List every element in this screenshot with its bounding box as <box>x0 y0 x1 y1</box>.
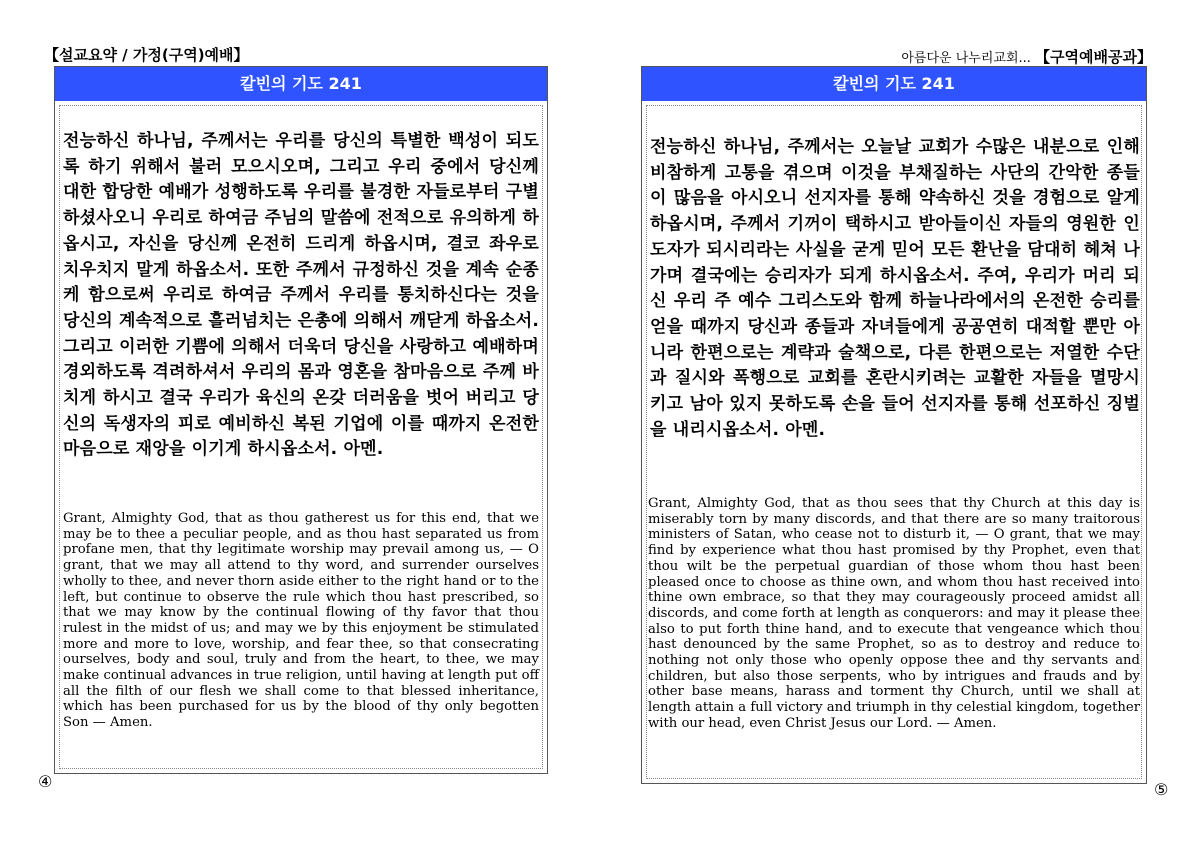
right-page <box>641 66 1147 784</box>
right-korean-prayer: 전능하신 하나님, 주께서는 오늘날 교회가 수많은 내분으로 인해 비참하게 고통을 겪으며 이것을 부채질하는 사단의 간악한 종들이 많음을 아시오니 선지자를 통해 약속하신 것을 경험으로 알게 하옵시며, 주께서 기꺼이 택하시고 받아들이신 자들의 영원한 인도자가 되시리라는 사실을 굳게 믿어 모든 환난을 담대히 헤쳐 나가며 결국에는 승리자가 되게 하시옵소서. 주여, 우리가 머리 되신 우리 주 예수 그리스도와 함께 하늘나라에서의 온전한 승리를 얻을 때까지 당신과 종들과 자녀들에게 공공연히 대적할 뿐만 아니라 한편으로는 계략과 술책으로, 다른 한편으로는 저열한 수단과 질시와 폭행으로 교회를 혼란시키려는 교활한 자들을 멸망시키고 남아 있지 못하도록 손을 들어 선지자를 통해 선포하신 징벌을 내리시옵소서. 아멘. <box>650 137 1140 440</box>
header-right <box>901 46 1152 67</box>
right-page-number: ⑤ <box>1154 780 1169 799</box>
left-korean-prayer: 전능하신 하나님, 주께서는 우리를 당신의 특별한 백성이 되도록 하기 위해서 불러 모으시오며, 그리고 우리 중에서 당신께 대한 합당한 예배가 성행하도록 우리를 불경한 자들로부터 구별하셨사오니 우리로 하여금 주님의 말씀에 전적으로 유의하게 하옵시고, 자신을 당신께 온전히 드리게 하옵시며, 결코 좌우로 치우치지 말게 하옵소서. 또한 주께서 규정하신 것을 계속 순종케 함으로써 우리로 하여금 주께서 우리를 통치하신다는 것을 당신의 계속적으로 흘러넘치는 은총에 의해서 깨닫게 하옵소서. 그리고 이러한 기쁨에 의해서 더욱더 당신을 사랑하고 예배하며 경외하도록 격려하셔서 우리의 몸과 영혼을 참마음으로 주께 바치게 하시고 결국 우리가 육신의 온갖 더러움을 벗어 버리고 당신의 독생자의 피로 예비하신 복된 기업에 이를 때까지 온전한 마음으로 재앙을 이기게 하시옵소서. 아멘. <box>63 131 539 460</box>
left-page-number: ④ <box>38 772 53 791</box>
right-english-prayer: Grant, Almighty God, that as thou sees that thy Church at this day is miserably torn by many discords, and that there are so many traitorous ministers of Satan, who cease not to disturb it, — O grant, that we may find by experience what thou hast promised by thy Prophet, even that thou wilt be the perpetual guardian of those whom thou hast been pleased once to choose as thine own, and whom thou hast received into thine own embrace, so that they may courageously proceed amidst all discords, and come forth at length as conquerors: and may it please thee also to put forth thine hand, and to execute that vengeance which thou hast denounced by the same Prophet, so as to destroy and reduce to nothing not only those who openly oppose thee and thy servants and children, but also those serpents, who by intrigues and frauds and by other base means, harass and torment thy Church, until we shall at length attain a full victory and triumph in thy celestial kingdom, together with our head, even Christ Jesus our Lord. — Amen. <box>648 496 1140 731</box>
header-left-title: 【설교요약 / 가정(구역)예배】 <box>44 46 249 64</box>
left-english-prayer: Grant, Almighty God, that as thou gatherest us for this end, that we may be to thee a peculiar people, and as thou hast separated us from profane men, that thy legitimate worship may prevail among us, — O grant, that we may all attend to thy word, and surrender ourselves wholly to thee, and never thorn aside either to the right hand or to the left, but continue to observe the rule which thou hast prescribed, so that we may know by the continual flowing of thy favor that thou rulest in the midst of us; and may we by this enjoyment be stimulated more and more to love, worship, and fear thee, so that consecrating ourselves, body and soul, truly and from the heart, to thee, we may make continual advances in true religion, until having at length put off all the filth of our flesh we shall come to that blessed inheritance, which has been purchased for us by the blood of thy only begotten Son — Amen. <box>63 511 539 731</box>
header-right-title: 【구역예배공과】 <box>1035 48 1152 66</box>
church-name: 아름다운 나누리교회... <box>901 51 1036 66</box>
left-page-title: 칼빈의 기도 241 <box>55 67 547 101</box>
left-page <box>54 66 548 774</box>
right-page-title: 칼빈의 기도 241 <box>642 67 1146 101</box>
